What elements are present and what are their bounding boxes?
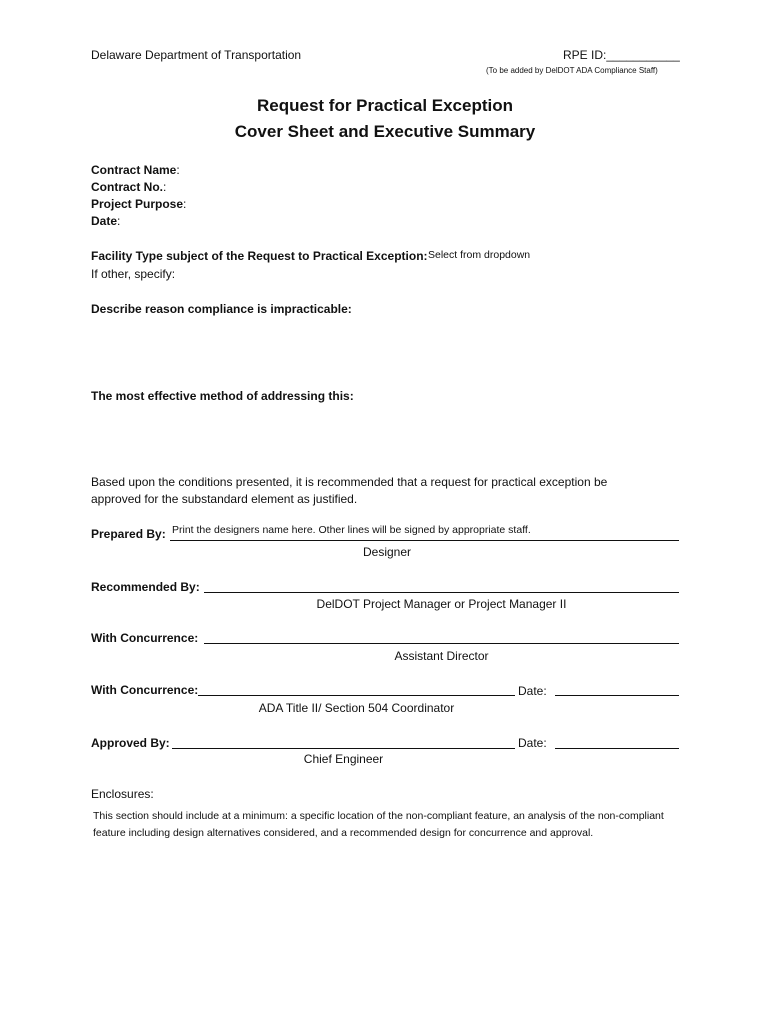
date-label: Date (91, 214, 118, 228)
facility-type-dropdown[interactable]: Select from dropdown (428, 249, 531, 261)
approved-date-label: Date: (518, 736, 547, 750)
project-purpose-label: Project Purpose (91, 197, 184, 211)
concurrence-2-signature-line[interactable] (198, 695, 515, 696)
contract-name-field[interactable] (91, 163, 180, 177)
facility-other-label: If other, specify: (91, 267, 176, 281)
approved-by-signature-line[interactable] (172, 748, 515, 749)
date-field[interactable] (91, 214, 120, 228)
recommended-by-signature-line[interactable] (204, 592, 679, 593)
colon: : (117, 214, 121, 228)
enclosures-label: Enclosures: (91, 787, 154, 801)
concurrence-2-label: With Concurrence: (91, 683, 199, 697)
concurrence-2-date-label: Date: (518, 684, 547, 698)
enclosures-text[interactable]: This section should include at a minimum: a specific location of the non-compliant feature, an analysis of the non-compliant feature including design alternatives considered, and a recommended design for concurrence and approval. (93, 810, 664, 839)
approved-date-line[interactable] (555, 748, 679, 749)
reason-text-area[interactable] (91, 322, 681, 378)
project-purpose-field[interactable] (91, 197, 186, 211)
ada-coordinator-caption: ADA Title II/ Section 504 Coordinator (258, 701, 455, 715)
colon: : (163, 180, 167, 194)
method-heading: The most effective method of addressing this: (91, 389, 354, 403)
concurrence-1-label: With Concurrence: (91, 631, 199, 645)
facility-type-label: Facility Type subject of the Request to Practical Exception: (91, 249, 428, 263)
colon: : (176, 163, 180, 177)
document-subtitle: Cover Sheet and Executive Summary (234, 122, 536, 141)
assistant-director-caption: Assistant Director (394, 649, 489, 663)
designer-caption: Designer (362, 545, 412, 559)
prepared-by-signature-line (170, 540, 679, 541)
prepared-by-label: Prepared By: (91, 527, 166, 541)
rpe-id-field: RPE ID:___________ (563, 48, 680, 62)
concurrence-1-signature-line[interactable] (204, 643, 679, 644)
project-manager-caption: DelDOT Project Manager or Project Manager II (316, 597, 567, 611)
approved-by-label: Approved By: (91, 736, 170, 750)
rpe-id-note: (To be added by DelDOT ADA Compliance Staff) (486, 66, 658, 75)
method-text-area[interactable] (91, 409, 681, 465)
reason-heading: Describe reason compliance is impracticable: (91, 302, 352, 316)
chief-engineer-caption: Chief Engineer (303, 752, 384, 766)
recommended-by-label: Recommended By: (91, 580, 200, 594)
org-name: Delaware Department of Transportation (91, 48, 302, 62)
recommendation-line-2: approved for the substandard element as justified. (91, 492, 358, 506)
contract-no-field[interactable] (91, 180, 166, 194)
prepared-by-input[interactable]: Print the designers name here. Other lines will be signed by appropriate staff. (172, 524, 531, 536)
contract-name-label: Contract Name (91, 163, 177, 177)
contract-no-label: Contract No. (91, 180, 163, 194)
document-title: Request for Practical Exception (256, 96, 514, 115)
colon: : (183, 197, 187, 211)
concurrence-2-date-line[interactable] (555, 695, 679, 696)
recommendation-line-1: Based upon the conditions presented, it is recommended that a request for practical exception be (91, 475, 608, 489)
